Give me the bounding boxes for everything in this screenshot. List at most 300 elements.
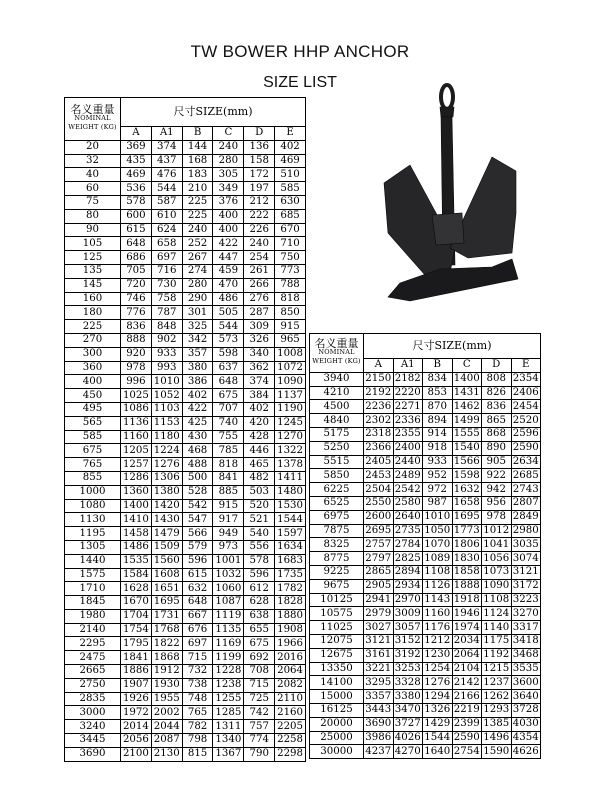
size-cell: 708 xyxy=(244,665,275,679)
weight-cell: 16125 xyxy=(310,703,364,717)
table-row xyxy=(65,195,306,209)
size-cell: 468 xyxy=(182,444,213,458)
size-cell: 2970 xyxy=(394,593,421,605)
size-cell: 1294 xyxy=(424,690,451,702)
size-cell: 2044 xyxy=(151,720,182,734)
size-cell: 2489 xyxy=(394,469,421,481)
table-row xyxy=(310,538,541,552)
size-cell: 782 xyxy=(182,720,213,734)
size-cell: 2440 xyxy=(394,455,421,467)
weight-cell: 3445 xyxy=(65,734,121,748)
size-cell: 2685 xyxy=(512,469,539,481)
size-cell: 2354 xyxy=(512,373,539,385)
size-cell: 905 xyxy=(482,455,512,469)
weight-cell: 3690 xyxy=(65,747,121,761)
size-cell: 2640 xyxy=(394,511,421,523)
table-row xyxy=(310,607,541,621)
size-cell: 240 xyxy=(244,237,275,251)
size-cell: 1458 xyxy=(121,527,152,541)
size-cell: 3270 xyxy=(512,607,539,619)
size-cell: 765 xyxy=(182,706,213,720)
table-row xyxy=(310,483,541,497)
size-cell: 1480 xyxy=(275,485,306,499)
size-cell: 430 xyxy=(182,430,213,444)
table-row xyxy=(310,662,541,676)
size-cell: 1050 xyxy=(424,524,451,536)
size-cell: 437 xyxy=(151,154,182,168)
size-cell: 848 xyxy=(151,320,182,334)
size-cell: 965 xyxy=(275,333,306,347)
table-row xyxy=(65,209,306,223)
size-cell: 2934 xyxy=(394,580,421,592)
size-cell: 1276 xyxy=(424,676,451,688)
table-row xyxy=(65,637,306,651)
size-cell: 1108 xyxy=(483,593,510,605)
size-cell: 1930 xyxy=(151,678,182,692)
weight-cell: 360 xyxy=(65,361,121,375)
size-cell: 755 xyxy=(213,430,244,444)
size-cell: 710 xyxy=(275,237,306,251)
size-cell: 1228 xyxy=(213,665,244,679)
size-cell: 1103 xyxy=(151,402,182,416)
size-cell: 776 xyxy=(121,306,152,320)
header-nominal-weight xyxy=(65,98,121,141)
size-cell: 1230 xyxy=(424,649,451,661)
table-row xyxy=(310,386,541,400)
weight-cell: 1130 xyxy=(65,513,121,527)
weight-cell: 3240 xyxy=(65,720,121,734)
size-cell: 917 xyxy=(213,513,244,527)
size-cell: 374 xyxy=(151,140,182,154)
table-row xyxy=(65,527,306,541)
weight-cell: 6525 xyxy=(310,496,364,510)
size-cell: 1032 xyxy=(213,568,244,582)
size-cell: 738 xyxy=(182,678,213,692)
size-cell: 3295 xyxy=(365,676,392,688)
size-cell: 1907 xyxy=(121,678,152,692)
table-row xyxy=(65,582,306,596)
size-cell: 3470 xyxy=(394,704,421,716)
size-cell: 349 xyxy=(213,182,244,196)
table-row xyxy=(65,540,306,554)
nominal-weight-zh: 名义重量 xyxy=(314,337,359,351)
size-cell: 1886 xyxy=(121,665,152,679)
size-cell: 1918 xyxy=(453,593,480,605)
size-cell: 2298 xyxy=(275,747,306,761)
weight-cell: 4210 xyxy=(310,386,364,400)
size-cell: 1340 xyxy=(213,734,244,748)
size-cell: 2219 xyxy=(453,704,480,716)
size-cell: 1137 xyxy=(275,389,306,403)
size-cell: 732 xyxy=(182,665,213,679)
size-cell: 3640 xyxy=(512,690,539,702)
weight-cell: 30000 xyxy=(310,745,364,759)
size-cell: 826 xyxy=(482,386,512,400)
size-cell: 1245 xyxy=(275,416,306,430)
size-cell: 2302 xyxy=(365,414,392,426)
size-cell: 3317 xyxy=(512,621,539,633)
table-row xyxy=(65,554,306,568)
size-cell: 773 xyxy=(275,264,306,278)
size-cell: 1293 xyxy=(483,704,510,716)
size-cell: 725 xyxy=(244,692,275,706)
size-cell: 1212 xyxy=(424,635,451,647)
weight-cell: 135 xyxy=(65,264,121,278)
table-row xyxy=(310,731,541,745)
size-cell: 888 xyxy=(121,333,152,347)
size-cell: 1025 xyxy=(121,389,152,403)
size-cell: 1683 xyxy=(275,554,306,568)
size-cell: 3986 xyxy=(365,731,392,743)
size-cell: 987 xyxy=(423,496,453,510)
size-cell: 510 xyxy=(275,168,306,182)
table-row xyxy=(310,593,541,607)
size-cell: 1795 xyxy=(121,637,152,651)
size-cell: 2064 xyxy=(275,665,306,679)
size-cell: 183 xyxy=(182,168,213,182)
size-cell: 380 xyxy=(182,361,213,375)
table-row xyxy=(65,402,306,416)
weight-cell: 145 xyxy=(65,278,121,292)
size-cell: 1160 xyxy=(121,430,152,444)
size-cell: 1806 xyxy=(453,538,480,550)
weight-cell: 1845 xyxy=(65,596,121,610)
size-cell: 836 xyxy=(121,320,152,334)
size-cell: 1286 xyxy=(121,471,152,485)
table-row xyxy=(310,469,541,483)
weight-cell: 7875 xyxy=(310,524,364,538)
size-cell: 384 xyxy=(244,389,275,403)
size-cell: 638 xyxy=(244,609,275,623)
table-row xyxy=(65,347,306,361)
size-cell: 2542 xyxy=(394,483,421,495)
size-cell: 587 xyxy=(151,195,182,209)
size-cell: 1828 xyxy=(275,596,306,610)
weight-cell: 14100 xyxy=(310,676,364,690)
weight-cell: 25000 xyxy=(310,731,364,745)
size-cell: 1073 xyxy=(483,566,510,578)
table-row xyxy=(310,717,541,731)
size-cell: 1160 xyxy=(424,607,451,619)
size-cell: 573 xyxy=(213,333,244,347)
size-cell: 2192 xyxy=(365,386,392,398)
size-cell: 240 xyxy=(182,223,213,237)
col-d: D xyxy=(482,359,512,373)
size-cell: 2400 xyxy=(394,442,421,454)
size-cell: 1385 xyxy=(483,718,510,730)
table-row xyxy=(65,678,306,692)
size-cell: 996 xyxy=(121,375,152,389)
size-cell: 301 xyxy=(182,306,213,320)
col-d: D xyxy=(244,127,275,141)
size-cell: 2784 xyxy=(394,538,421,550)
size-cell: 197 xyxy=(244,182,275,196)
weight-cell: 20000 xyxy=(310,717,364,731)
size-cell: 1010 xyxy=(424,511,451,523)
size-cell: 2550 xyxy=(365,497,392,509)
table-row xyxy=(65,182,306,196)
size-cell: 632 xyxy=(182,582,213,596)
table-row xyxy=(65,320,306,334)
size-cell: 1908 xyxy=(275,623,306,637)
size-cell: 578 xyxy=(244,554,275,568)
size-cell: 2596 xyxy=(512,428,539,440)
size-cell: 1597 xyxy=(275,527,306,541)
size-cell: 2849 xyxy=(512,511,539,523)
size-cell: 2236 xyxy=(365,400,392,412)
size-cell: 400 xyxy=(213,223,244,237)
weight-cell: 3940 xyxy=(310,372,364,386)
weight-cell: 75 xyxy=(65,195,121,209)
size-cell: 836 xyxy=(482,400,512,414)
table-row xyxy=(310,455,541,469)
table-row xyxy=(310,552,541,566)
weight-cell: 6225 xyxy=(310,483,364,497)
weight-cell: 225 xyxy=(65,320,121,334)
table-row xyxy=(310,745,541,759)
size-cell: 3192 xyxy=(394,649,421,661)
size-cell: 1012 xyxy=(483,524,510,536)
size-cell: 2355 xyxy=(394,428,421,440)
size-cell: 1431 xyxy=(453,386,480,398)
size-cell: 1119 xyxy=(213,609,244,623)
size-cell: 3035 xyxy=(512,538,539,550)
size-cell: 746 xyxy=(121,292,152,306)
size-cell: 596 xyxy=(182,554,213,568)
size-cell: 420 xyxy=(244,416,275,430)
size-cell: 2590 xyxy=(512,442,539,454)
table-row xyxy=(310,400,541,414)
size-cell: 1237 xyxy=(483,676,510,688)
size-cell: 402 xyxy=(244,402,275,416)
table-row xyxy=(310,524,541,538)
size-cell: 287 xyxy=(244,306,275,320)
weight-cell: 565 xyxy=(65,416,121,430)
weight-cell: 9225 xyxy=(310,565,364,579)
size-cell: 226 xyxy=(244,223,275,237)
size-cell: 740 xyxy=(213,416,244,430)
size-cell: 1087 xyxy=(213,596,244,610)
size-cell: 2825 xyxy=(394,552,421,564)
size-cell: 1768 xyxy=(151,623,182,637)
size-cell: 521 xyxy=(244,513,275,527)
size-cell: 1773 xyxy=(453,524,480,536)
table-row xyxy=(65,168,306,182)
size-cell: 1628 xyxy=(121,582,152,596)
size-cell: 500 xyxy=(182,471,213,485)
size-cell: 1192 xyxy=(483,649,510,661)
size-cell: 1143 xyxy=(424,593,451,605)
size-cell: 528 xyxy=(182,485,213,499)
size-cell: 918 xyxy=(423,441,453,455)
size-cell: 865 xyxy=(482,414,512,428)
weight-cell: 160 xyxy=(65,292,121,306)
size-cell: 715 xyxy=(244,678,275,692)
size-cell: 544 xyxy=(151,182,182,196)
size-cell: 1651 xyxy=(151,582,182,596)
size-cell: 933 xyxy=(423,455,453,469)
weight-cell: 2750 xyxy=(65,678,121,692)
size-cell: 1190 xyxy=(275,402,306,416)
size-cell: 2797 xyxy=(365,552,392,564)
size-cell: 1704 xyxy=(121,609,152,623)
size-cell: 4270 xyxy=(394,745,421,757)
size-cell: 1205 xyxy=(121,444,152,458)
size-cell: 1124 xyxy=(483,607,510,619)
size-cell: 922 xyxy=(482,469,512,483)
weight-cell: 2665 xyxy=(65,665,121,679)
size-cell: 1400 xyxy=(121,499,152,513)
col-b: B xyxy=(182,127,213,141)
size-cell: 1380 xyxy=(151,485,182,499)
table-row xyxy=(65,361,306,375)
table-row xyxy=(65,306,306,320)
size-cell: 894 xyxy=(423,414,453,428)
size-cell: 225 xyxy=(182,195,213,209)
size-cell: 742 xyxy=(244,706,275,720)
size-cell: 1008 xyxy=(275,347,306,361)
size-cell: 425 xyxy=(182,416,213,430)
size-cell: 447 xyxy=(213,251,244,265)
header-size: 尺寸SIZE(mm) xyxy=(121,98,306,127)
size-cell: 1276 xyxy=(151,458,182,472)
size-cell: 266 xyxy=(244,278,275,292)
table-row xyxy=(65,499,306,513)
size-cell: 1946 xyxy=(453,607,480,619)
size-cell: 978 xyxy=(121,361,152,375)
size-cell: 630 xyxy=(275,195,306,209)
table-row xyxy=(65,734,306,748)
size-cell: 1254 xyxy=(424,662,451,674)
size-cell: 1311 xyxy=(213,720,244,734)
size-cell: 2754 xyxy=(453,745,480,757)
size-cell: 357 xyxy=(182,347,213,361)
size-cell: 3152 xyxy=(394,635,421,647)
size-cell: 915 xyxy=(213,499,244,513)
size-cell: 716 xyxy=(151,264,182,278)
size-cell: 2980 xyxy=(512,524,539,536)
table-row xyxy=(310,441,541,455)
size-cell: 3418 xyxy=(512,635,539,647)
size-cell: 144 xyxy=(182,140,213,154)
weight-cell: 300 xyxy=(65,347,121,361)
size-cell: 1140 xyxy=(483,621,510,633)
size-cell: 870 xyxy=(423,400,453,414)
weight-cell: 1575 xyxy=(65,568,121,582)
size-cell: 488 xyxy=(182,458,213,472)
size-cell: 914 xyxy=(423,427,453,441)
table-row xyxy=(310,372,541,386)
table-row xyxy=(65,458,306,472)
weight-cell: 80 xyxy=(65,209,121,223)
table-row xyxy=(310,496,541,510)
weight-cell: 11025 xyxy=(310,621,364,635)
size-cell: 3161 xyxy=(365,649,392,661)
table-row xyxy=(65,513,306,527)
size-cell: 834 xyxy=(423,372,453,386)
table-row xyxy=(65,596,306,610)
weight-cell: 13350 xyxy=(310,662,364,676)
size-cell: 1966 xyxy=(275,637,306,651)
table-row xyxy=(65,223,306,237)
weight-cell: 4840 xyxy=(310,414,364,428)
weight-cell: 270 xyxy=(65,333,121,347)
size-cell: 956 xyxy=(482,496,512,510)
size-cell: 210 xyxy=(182,182,213,196)
size-cell: 1566 xyxy=(453,455,480,467)
size-cell: 1378 xyxy=(275,458,306,472)
size-cell: 1126 xyxy=(424,580,451,592)
size-cell: 815 xyxy=(182,747,213,761)
size-cell: 3121 xyxy=(365,635,392,647)
size-cell: 1731 xyxy=(151,609,182,623)
size-cell: 1072 xyxy=(275,361,306,375)
size-cell: 2399 xyxy=(453,718,480,730)
table-row xyxy=(310,565,541,579)
size-cell: 2600 xyxy=(365,511,392,523)
size-cell: 3535 xyxy=(512,662,539,674)
size-cell: 2979 xyxy=(365,607,392,619)
size-cell: 342 xyxy=(182,333,213,347)
size-cell: 705 xyxy=(121,264,152,278)
table-row xyxy=(65,430,306,444)
size-cell: 4237 xyxy=(365,745,392,757)
weight-cell: 5175 xyxy=(310,427,364,441)
size-cell: 469 xyxy=(275,154,306,168)
size-cell: 2220 xyxy=(394,386,421,398)
size-cell: 2082 xyxy=(275,678,306,692)
table-row xyxy=(65,140,306,154)
size-cell: 261 xyxy=(244,264,275,278)
size-cell: 3690 xyxy=(365,718,392,730)
size-cell: 3172 xyxy=(512,580,539,592)
size-cell: 482 xyxy=(244,471,275,485)
size-cell: 1486 xyxy=(121,540,152,554)
weight-cell: 1305 xyxy=(65,540,121,554)
size-cell: 579 xyxy=(182,540,213,554)
col-a: A xyxy=(121,127,152,141)
size-cell: 1598 xyxy=(453,469,480,481)
size-cell: 1070 xyxy=(424,538,451,550)
table-row xyxy=(310,621,541,635)
size-cell: 1544 xyxy=(424,731,451,743)
size-cell: 2590 xyxy=(453,731,480,743)
size-cell: 993 xyxy=(151,361,182,375)
col-b: B xyxy=(423,359,453,373)
table-row xyxy=(65,623,306,637)
table-row xyxy=(65,609,306,623)
table-row xyxy=(310,703,541,717)
size-cell: 1974 xyxy=(453,621,480,633)
size-cell: 785 xyxy=(213,444,244,458)
size-cell: 600 xyxy=(121,209,152,223)
size-cell: 612 xyxy=(244,582,275,596)
size-cell: 3223 xyxy=(512,593,539,605)
size-cell: 566 xyxy=(182,527,213,541)
size-cell: 978 xyxy=(482,510,512,524)
size-cell: 1010 xyxy=(151,375,182,389)
col-c: C xyxy=(213,127,244,141)
size-cell: 2406 xyxy=(512,386,539,398)
size-cell: 544 xyxy=(213,320,244,334)
size-cell: 1695 xyxy=(453,511,480,523)
table-row xyxy=(65,665,306,679)
size-cell: 1411 xyxy=(275,471,306,485)
table-row xyxy=(65,292,306,306)
page-title: TW BOWER HHP ANCHOR xyxy=(190,42,410,61)
size-cell: 2454 xyxy=(512,400,539,412)
nominal-weight-en-1: NOMINAL xyxy=(318,348,355,357)
